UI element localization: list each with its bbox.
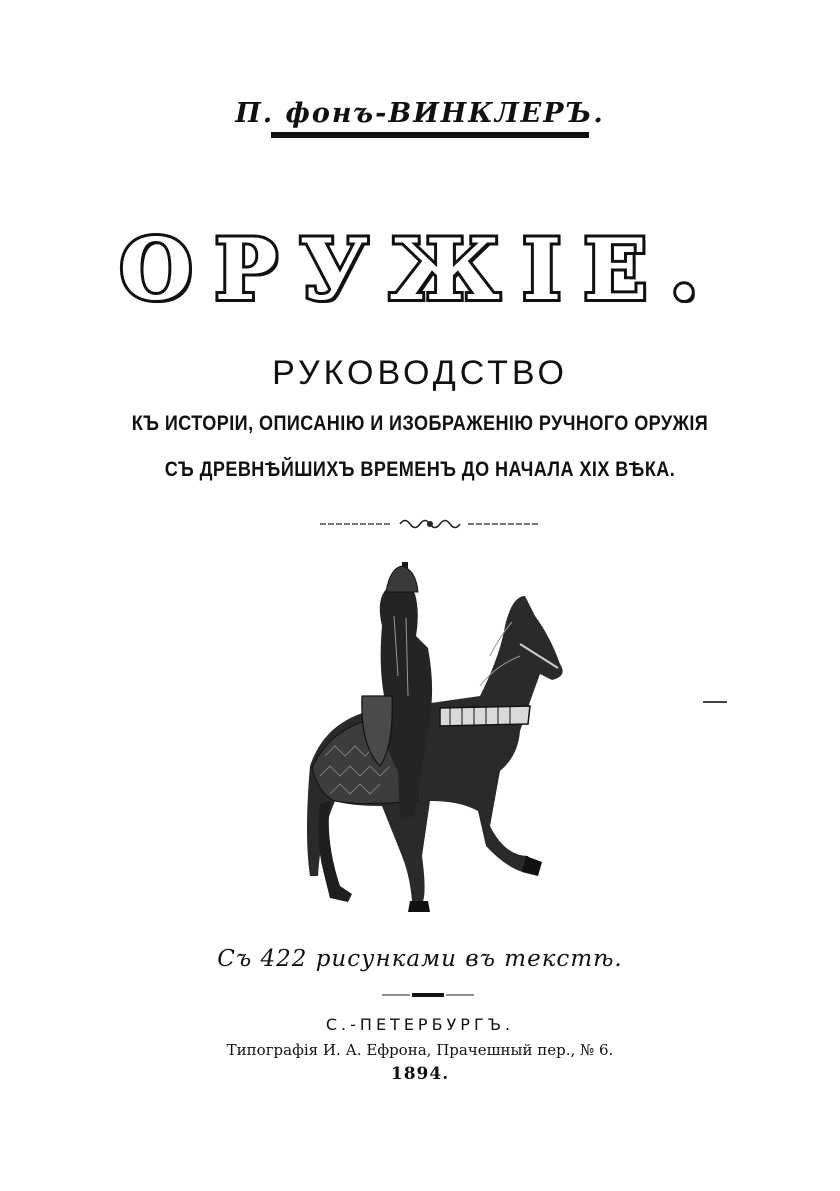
book-title-text: ОРУЖІЕ. bbox=[119, 220, 721, 319]
book-subtitle: РУКОВОДСТВО bbox=[272, 354, 568, 392]
book-title bbox=[0, 220, 840, 319]
printer-imprint: Типографія И. А. Ефрона, Прачешный пер., № 6. bbox=[226, 1041, 614, 1059]
publication-city: С.-ПЕТЕРБУРГЪ. bbox=[325, 1015, 515, 1034]
description-line-2: СЪ ДРЕВНѢЙШИХЪ ВРЕМЕНЪ ДО НАЧАЛА XIX ВѢКА. bbox=[164, 458, 676, 481]
author-name: П. фонъ-ВИНКЛЕРЪ. bbox=[235, 98, 605, 129]
short-rule-divider bbox=[382, 992, 474, 998]
author-rule bbox=[271, 132, 589, 138]
publication-year: 1894. bbox=[390, 1064, 450, 1084]
ornament-divider bbox=[320, 512, 540, 536]
mounted-knight-icon bbox=[290, 556, 580, 936]
stray-mark bbox=[703, 701, 727, 703]
illustration-caption: Съ 422 рисунками въ текстѣ. bbox=[217, 946, 623, 972]
description-line-1: КЪ ИСТОРІИ, ОПИСАНІЮ И ИЗОБРАЖЕНІЮ РУЧНОГО ОРУЖІЯ bbox=[131, 412, 709, 435]
